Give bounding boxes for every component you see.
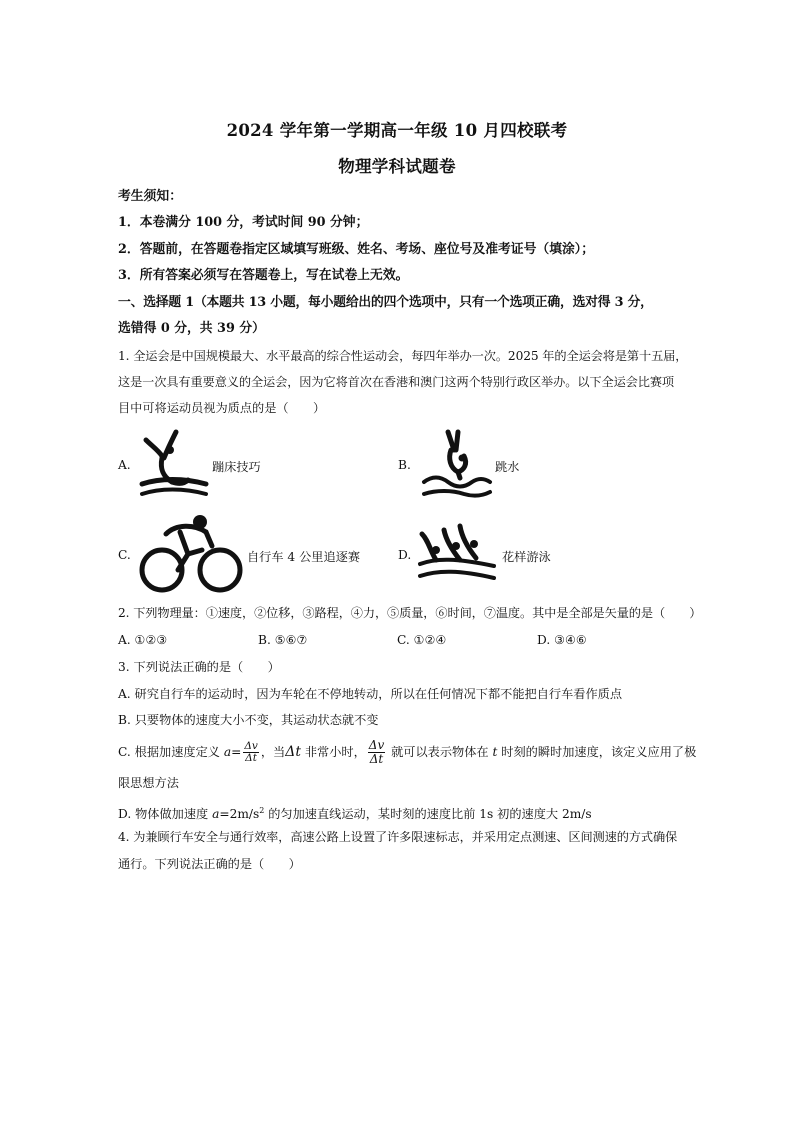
q3-c-frac1-den: Δt (245, 752, 257, 764)
q3-d-sup: 2 (259, 806, 265, 815)
notice-item-2: 2．答题前，在答题卷指定区域填写班级、姓名、考场、座位号及准考证号（填涂）； (118, 242, 594, 257)
q3-option-d (118, 802, 678, 823)
q3-c-var-a: a (223, 745, 232, 759)
q2-option-a: A. ①②③ (118, 633, 168, 647)
notice-item-3: 3．所有答案必须写在答题卷上，写在试卷上无效。 (118, 268, 409, 283)
q1-option-a-text: 蹦床技巧 (212, 460, 261, 474)
q3-c-frac1-num: Δv (244, 740, 258, 752)
q2-option-d: D. ③④⑥ (537, 633, 587, 647)
q3-c-var-t: t (492, 745, 498, 759)
q3-c-text2: ，当 (260, 745, 286, 759)
q1-option-b-text: 跳水 (495, 460, 520, 474)
q3-option-c-line1 (118, 738, 697, 766)
q4-line2: 通行。下列说法正确的是（ ） (118, 857, 301, 871)
q3-option-b: B. 只要物体的速度大小不变，其运动状态就不变 (118, 713, 379, 727)
q3-option-a: A. 研究自行车的运动时，因为车轮在不停地转动，所以在任何情况下都不能把自行车看作质点 (118, 687, 623, 701)
q1-option-b-label: B. (398, 458, 411, 472)
section1-heading-line2: 选错得 0 分，共 39 分） (118, 321, 265, 336)
exam-title: 2024 学年第一学期高一年级 10 月四校联考 (226, 121, 568, 140)
trampoline-icon (136, 428, 212, 502)
q4-line1: 4. 为兼顾行车安全与通行效率，高速公路上设置了许多限速标志，并采用定点测速、区间测速的方式确保 (118, 830, 678, 844)
q2-option-c: C. ①②④ (397, 633, 447, 647)
q3-c-frac2-den: Δt (369, 752, 384, 766)
q3-d-text3: 的匀加速直线运动，某时刻的速度比前 1s 初的速度大 2m/s (264, 807, 592, 822)
q1-option-c-label: C. (118, 548, 131, 562)
q3-d-var-a: a (212, 807, 220, 822)
q1-line1: 1. 全运会是中国规模最大、水平最高的综合性运动会，每四年举办一次。2025 年的全运会将是第十五届， (118, 349, 688, 363)
exam-subtitle: 物理学科试题卷 (338, 157, 456, 176)
notice-item-1: 1．本卷满分 100 分，考试时间 90 分钟； (118, 215, 369, 230)
q1-line3: 目中可将运动员视为质点的是（ ） (118, 401, 326, 415)
q3-c-fraction-1 (243, 741, 259, 764)
q3-option-c-line2: 限思想方法 (118, 776, 179, 790)
q3-c-frac2-num: Δv (368, 738, 385, 752)
q1-option-d-label: D. (398, 548, 412, 562)
synchronized-swimming-icon (416, 520, 498, 588)
q2-stem: 2. 下列物理量：①速度，②位移，③路程，④力，⑤质量，⑥时间，⑦温度。其中是全部是矢量的是（ ） (118, 606, 702, 620)
q3-c-text4: 就可以表示物体在 (387, 745, 493, 759)
q2-option-b: B. ⑤⑥⑦ (258, 633, 308, 647)
q3-c-fraction-2 (368, 739, 385, 766)
q1-option-c-text: 自行车 4 公里追逐赛 (247, 550, 361, 564)
cycling-icon (136, 510, 246, 594)
q3-c-dt: Δt (285, 744, 301, 760)
section1-heading-line1: 一、选择题 1（本题共 13 小题，每小题给出的四个选项中，只有一个选项正确，选对得 3 分， (118, 295, 653, 310)
q3-stem: 3. 下列说法正确的是（ ） (118, 660, 280, 674)
q3-d-text2: =2m/s (219, 807, 260, 822)
q1-line2: 这是一次具有重要意义的全运会，因为它将首次在香港和澳门这两个特别行政区举办。以下全运会比赛项 (118, 375, 675, 389)
diving-icon (418, 428, 494, 502)
q3-c-text1: C. 根据加速度定义 (118, 745, 224, 759)
q1-option-a-label: A. (118, 458, 131, 472)
q3-c-text3: 非常小时， (300, 745, 366, 759)
q3-c-eq: = (231, 745, 242, 759)
notice-heading: 考生须知： (118, 189, 182, 204)
q1-option-d-text: 花样游泳 (502, 550, 551, 564)
q3-d-text1: D. 物体做加速度 (118, 807, 213, 822)
q3-c-text5: 时刻的瞬时加速度，该定义应用了极 (497, 745, 697, 759)
